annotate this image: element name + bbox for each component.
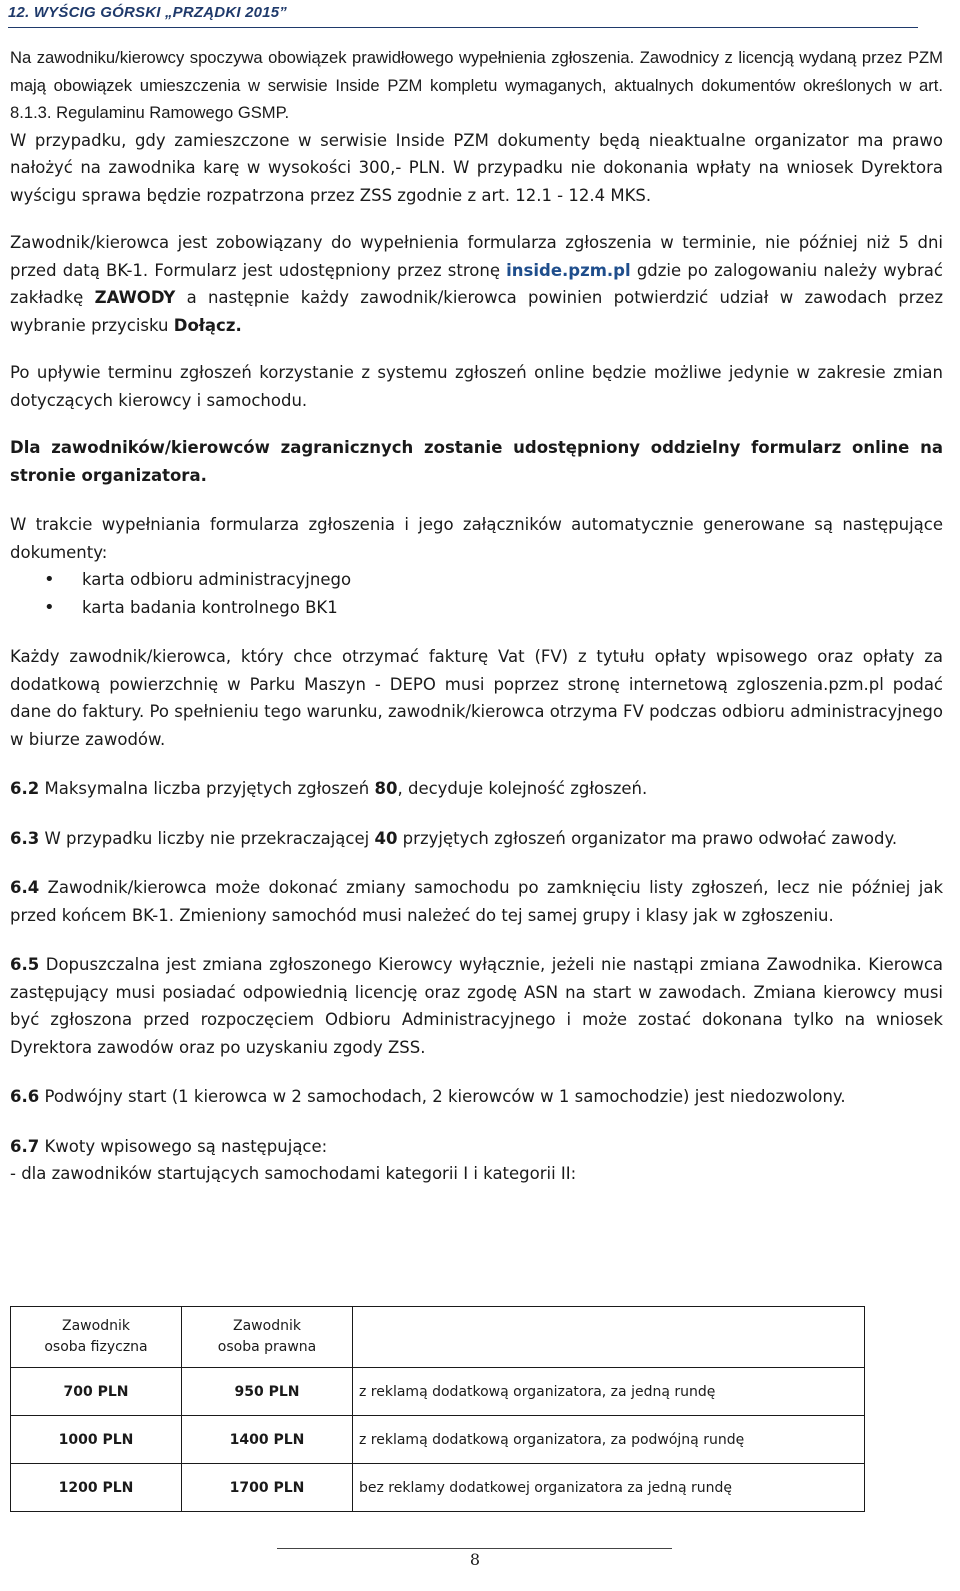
page-header [8,2,918,28]
document-body [10,44,943,1188]
zawody-tab-name: ZAWODY [94,288,176,307]
generated-documents-list [10,566,943,621]
section-6-3: 6.3 W przypadku liczby nie przekraczającej 40 przyjętych zgłoszeń organizator ma prawo odwołać zawody. [10,828,898,848]
section-6-7: 6.7 Kwoty wpisowego są następujące: [10,1136,328,1156]
paragraph-generated-documents: W trakcie wypełniania formularza zgłoszenia i jego załączników automatycznie generowane są następujące dokumenty: [10,515,943,562]
table-row [11,1464,865,1512]
paragraph-entry-form: Zawodnik/kierowca jest zobowiązany do wypełnienia formularza zgłoszenia w terminie, nie później niż 5 dni przed datą BK-1. Formularz jest udostępniony przez stronę inside.pzm.pl gdzie po zalogowaniu należy wybrać zakładkę ZAWODY a następnie każdy zawodnik/kierowca powinien potwierdzić udział w zawodach przez wybranie przycisku Dołącz. [10,233,943,335]
table-row [11,1368,865,1416]
header-title: 12. WYŚCIG GÓRSKI „PRZĄDKI 2015” [8,4,287,21]
table-row [11,1416,865,1464]
fee-company: 1700 PLN [182,1464,353,1512]
section-6-7-subtitle: - dla zawodników startujących samochodami kategorii I i kategorii II: [10,1164,577,1183]
fee-description: z reklamą dodatkową organizatora, za podwójną rundę [353,1416,865,1464]
fee-individual: 1000 PLN [11,1416,182,1464]
fee-company: 1400 PLN [182,1416,353,1464]
section-6-5: 6.5 Dopuszczalna jest zmiana zgłoszonego Kierowcy wyłącznie, jeżeli nie nastąpi zmiana Zawodnika. Kierowca zastępujący musi posiadać odpowiednią licencję oraz zgodę ASN na start w zawodach. Zmiana kierowcy musi być zgłoszona przed rozpoczęciem Odbioru Administracyjnego i może zostać dokonana tylko na wniosek Dyrektora zawodów oraz po uzyskaniu zgody ZSS. [10,955,943,1057]
section-6-6: 6.6 Podwójny start (1 kierowca w 2 samochodach, 2 kierowców w 1 samochodzie) jest niedozwolony. [10,1087,846,1106]
paragraph-obligation: Na zawodniku/kierowcy spoczywa obowiązek prawidłowego wypełnienia zgłoszenia. Zawodnicy z licencją wydaną przez PZM mają obowiązek umieszczenia w serwisie Inside PZM kompletu wymaganych, aktualnych dokumentów określonych w art. 8.1.3. Regulaminu Ramowego GSMP. [10,48,943,122]
fee-individual: 1200 PLN [11,1464,182,1512]
fee-individual: 700 PLN [11,1368,182,1416]
paragraph-after-deadline: Po upływie terminu zgłoszeń korzystanie z systemu zgłoszeń online będzie możliwe jedynie w zakresie zmian dotyczących kierowcy i samochodu. [10,363,943,410]
section-6-4: 6.4 Zawodnik/kierowca może dokonać zmiany samochodu po zamknięciu listy zgłoszeń, lecz nie później jak przed końcem BK-1. Zmieniony samochód musi należeć do tej samej grupy i klasy jak w zgłoszeniu. [10,878,943,925]
paragraph-invoice: Każdy zawodnik/kierowca, który chce otrzymać fakturę Vat (FV) z tytułu opłaty wpisowego oraz opłaty za dodatkową powierzchnię w Parku Maszyn - DEPO musi poprzez stronę internetową zgloszenia.pzm.pl podać dane do faktury. Po spełnieniu tego warunku, zawodnik/kierowca otrzyma FV podczas odbioru administracyjnego w biurze zawodów. [10,647,943,749]
table-header-row [11,1307,865,1368]
entry-fee-table [10,1306,865,1512]
list-item: • karta odbioru administracyjnego [10,566,943,594]
footer-divider [277,1548,672,1549]
fee-company: 950 PLN [182,1368,353,1416]
fee-description: z reklamą dodatkową organizatora, za jedną rundę [353,1368,865,1416]
header-individual: Zawodnik osoba fizyczna [11,1307,182,1368]
join-button-name: Dołącz. [173,315,242,335]
header-company: Zawodnik osoba prawna [182,1307,353,1368]
paragraph-penalty: W przypadku, gdy zamieszczone w serwisie Inside PZM dokumenty będą nieaktualne organizator ma prawo nałożyć na zawodnika karę w wysokości 300,- PLN. W przypadku nie dokonania wpłaty na wniosek Dyrektora wyścigu sprawa będzie rozpatrzona przez ZSS zgodnie z art. 12.1 - 12.4 MKS. [10,130,943,205]
list-item: • karta badania kontrolnego BK1 [10,594,943,622]
section-6-2: 6.2 Maksymalna liczba przyjętych zgłoszeń 80, decyduje kolejność zgłoszeń. [10,779,648,798]
inside-pzm-link[interactable]: inside.pzm.pl [506,260,631,280]
page-number: 8 [469,1550,481,1569]
paragraph-foreign-drivers: Dla zawodników/kierowców zagranicznych zostanie udostępniony oddzielny formularz online na stronie organizatora. [10,438,943,485]
header-description [353,1307,865,1368]
fee-description: bez reklamy dodatkowej organizatora za jedną rundę [353,1464,865,1512]
